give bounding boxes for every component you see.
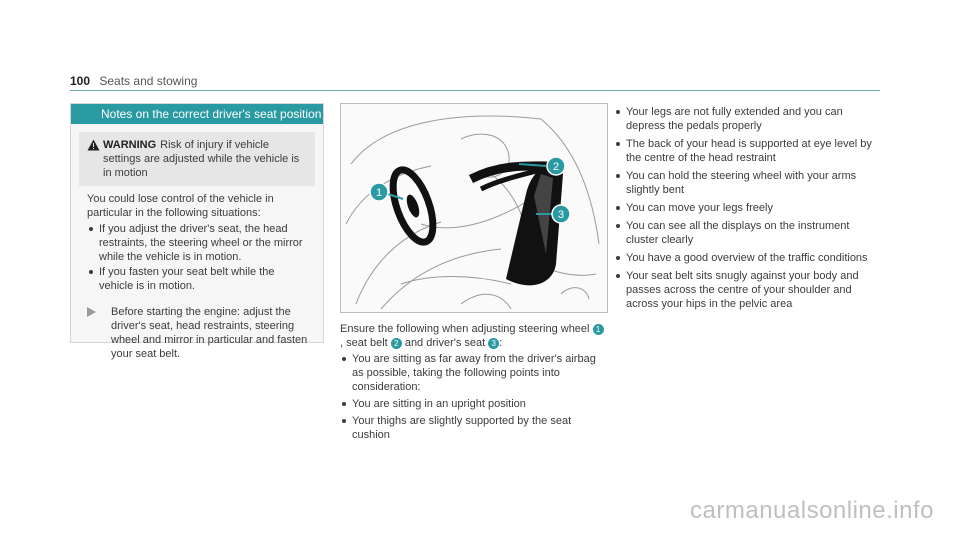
watermark: carmanualsonline.info [690,497,934,524]
list-item: Your thighs are slightly supported by the seat cushion [340,414,606,442]
warning-item: If you adjust the driver's seat, the head restraints, the steering wheel or the mirror while the vehicle is in motion. [87,222,311,264]
header-rule [70,90,880,91]
seat-position-notes-box [70,103,324,360]
box-title: Notes on the correct driver's seat position [71,104,323,124]
warning-list [87,222,311,293]
section-title: Seats and stowing [99,74,198,88]
callout-ref-1: 1 [593,324,604,335]
list-item: The back of your head is supported at eye level by the centre of the head restraint [614,137,880,165]
checklist-continued [614,103,880,315]
callout-ref-2: 2 [391,338,402,349]
svg-text:2: 2 [552,161,560,173]
checklist [340,352,606,442]
list-item: You can hold the steering wheel with your arms slightly bent [614,169,880,197]
callout-2 [547,157,565,175]
warning-item: If you fasten your seat belt while the vehicle is in motion. [87,265,311,293]
adjustment-checklist [340,322,606,445]
list-item: You have a good overview of the traffic conditions [614,251,880,265]
warning-text: Risk of injury if vehicle settings are adjusted while the vehicle is in motion [103,139,300,179]
warning-label: WARNING [103,139,157,151]
driver-seat-illustration [340,103,608,313]
warning-block [79,132,315,186]
checklist-continued-list [614,105,880,311]
page-header [70,74,197,88]
callout-1 [370,183,388,201]
list-item: You are sitting as far away from the driver's airbag as possible, taking the following points into consideration: [340,352,606,394]
list-item: You are sitting in an upright position [340,397,606,411]
checklist-intro: Ensure the following when adjusting steering wheel 1, seat belt 2 and driver's seat 3 : [340,322,606,350]
note-block [87,305,311,361]
list-item: You can move your legs freely [614,201,880,215]
svg-text:3: 3 [557,209,565,221]
play-arrow-icon [87,305,101,361]
illustration-svg [341,104,607,312]
warning-triangle-icon [87,138,103,180]
svg-text:1: 1 [375,187,383,199]
list-item: Your legs are not fully extended and you can depress the pedals properly [614,105,880,133]
callout-3 [552,205,570,223]
warning-intro: You could lose control of the vehicle in particular in the following situations: [87,193,274,219]
note-text: Before starting the engine: adjust the driver's seat, head restraints, steering wheel and mirror in particular and fasten your seat belt. [111,306,308,360]
list-item: Your seat belt sits snugly against your body and passes across the centre of your shoulder and across your hips in the pelvic area [614,269,880,311]
list-item: You can see all the displays on the instrument cluster clearly [614,219,880,247]
callout-ref-3: 3 [488,338,499,349]
page-number: 100 [70,74,91,88]
